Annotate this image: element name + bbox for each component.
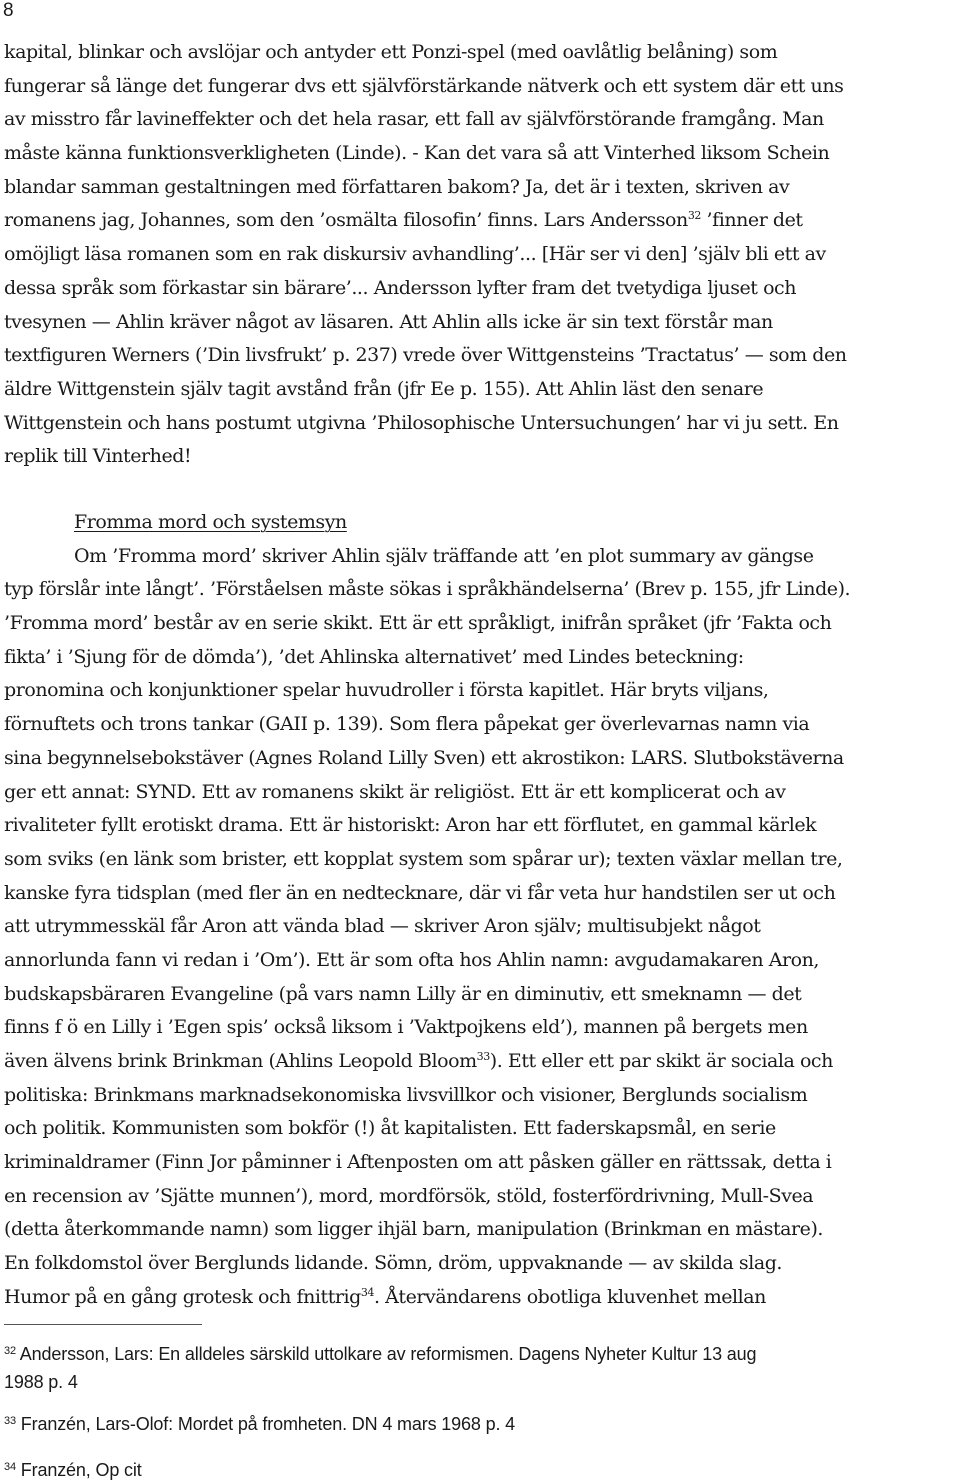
section-heading-text: Fromma mord och systemsyn bbox=[74, 511, 347, 533]
footnote-text: Andersson, Lars: En alldeles särskild uttolkare av reformismen. Dagens Nyheter Kultur 13 aug bbox=[15, 1344, 757, 1364]
text-line: kapital, blinkar och avslöjar och antyder ett Ponzi-spel (med oavlåtlig belåning) som bbox=[4, 41, 778, 63]
text-line: att utrymmesskäl får Aron att vända blad — skriver Aron själv; multisubjekt något bbox=[4, 915, 761, 938]
text-segment: romanens jag, Johannes, som den ’osmälta filosofin’ finns. Lars Andersson bbox=[4, 209, 688, 232]
text-line: rivaliteter fyllt erotiskt drama. Ett är historiskt: Aron har ett förflutet, en gammal kärlek bbox=[4, 814, 817, 837]
text-segment: ’finner det bbox=[700, 209, 803, 232]
footnote-32 bbox=[4, 1340, 954, 1396]
page-number: 8 bbox=[3, 0, 14, 21]
text-line: typ förslår inte långt’. ’Förståelsen måste sökas i språkhändelserna’ (Brev p. 155, jfr Linde). bbox=[4, 578, 851, 601]
footnote-text: Franzén, Lars-Olof: Mordet på fromheten. DN 4 mars 1968 p. 4 bbox=[15, 1414, 516, 1434]
text-line: dessa språk som förkastar sin bärare’... Andersson lyfter fram det tvetydiga ljuset och bbox=[4, 276, 797, 299]
footnote-separator bbox=[4, 1324, 202, 1325]
text-line: fikta’ i ’Sjung för de dömda’), ’det Ahlinska alternativet’ med Lindes beteckning: bbox=[4, 645, 744, 668]
text-line: blandar samman gestaltningen med författaren bakom? Ja, det är i texten, skriven av bbox=[4, 175, 790, 198]
text-segment: ). Ett eller ett par skikt är sociala och bbox=[489, 1050, 833, 1072]
text-line: av misstro får lavineffekter och det hela rasar, ett fall av självförstörande framgång. Man bbox=[4, 108, 824, 131]
text-line: fungerar så länge det fungerar dvs ett självförstärkande nätverk och ett system där ett uns bbox=[4, 74, 844, 97]
text-line bbox=[4, 1045, 960, 1079]
text-line: (detta återkommande namn) som ligger ihjäl barn, manipulation (Brinkman en mästare). bbox=[4, 1218, 823, 1241]
footnote-ref-33[interactable]: 33 bbox=[476, 1050, 490, 1063]
footnote-33 bbox=[4, 1410, 954, 1438]
text-line: ’Fromma mord’ består av en serie skikt. Ett är ett språkligt, inifrån språket (jfr ’Fakta och bbox=[4, 612, 832, 635]
text-line: politiska: Brinkmans marknadsekonomiska livsvillkor och visioner, Berglunds socialism bbox=[4, 1083, 808, 1106]
body-paragraph bbox=[4, 36, 960, 474]
text-line: som sviks (en länk som brister, ett kopplat system som spårar ur); texten växlar mellan tre, bbox=[4, 847, 843, 870]
text-segment: Humor på en gång grotesk och fnittrig bbox=[4, 1285, 361, 1308]
text-line: och politik. Kommunisten som bokför (!) åt kapitalisten. Ett faderskapsmål, en serie bbox=[4, 1117, 776, 1140]
text-line: kanske fyra tidsplan (med fler än en nedtecknare, där vi får veta hur handstilen ser ut och bbox=[4, 881, 836, 904]
text-line bbox=[4, 1281, 960, 1315]
footnote-ref-34[interactable]: 34 bbox=[360, 1285, 374, 1299]
text-segment: även älvens brink Brinkman (Ahlins Leopold Bloom bbox=[4, 1050, 477, 1072]
footnote-number: 34 bbox=[4, 1461, 16, 1473]
text-line: annorlunda fann vi redan i ’Om’). Ett är som ofta hos Ahlin namn: avgudamakaren Aron, bbox=[4, 948, 819, 971]
text-line: budskapsbäraren Evangeline (på vars namn Lilly är en diminutiv, ett smeknamn — det bbox=[4, 982, 802, 1005]
footnote-number: 33 bbox=[4, 1415, 16, 1427]
text-line: Wittgenstein och hans postumt utgivna ’Philosophische Untersuchungen’ har vi ju sett. En bbox=[4, 411, 839, 434]
text-line: en recension av ’Sjätte munnen’), mord, mordförsök, stöld, fosterfördrivning, Mull-Svea bbox=[4, 1184, 814, 1207]
text-line: sina begynnelsebokstäver (Agnes Roland Lilly Sven) ett akrostikon: LARS. Slutbokstäverna bbox=[4, 746, 844, 769]
text-line: tvesynen — Ahlin kräver något av läsaren. Att Ahlin alls icke är sin text förstår man bbox=[4, 310, 773, 333]
section-fromma-mord bbox=[4, 506, 960, 1315]
text-line: kriminaldramer (Finn Jor påminner i Aftenposten om att påsken gäller en rättssak, detta i bbox=[4, 1151, 832, 1174]
text-line bbox=[4, 204, 960, 238]
text-line: måste känna funktionsverkligheten (Linde). - Kan det vara så att Vinterhed liksom Schein bbox=[4, 142, 830, 165]
text-line: ger ett annat: SYND. Ett av romanens skikt är religiöst. Ett är ett komplicerat och av bbox=[4, 780, 786, 803]
text-line: Om ’Fromma mord’ skriver Ahlin själv träffande att ’en plot summary av gängse bbox=[74, 544, 814, 567]
text-line: omöjligt läsa romanen som en rak diskursiv avhandling’... [Här ser vi den] ’själv bli ett av bbox=[4, 243, 826, 266]
text-line: äldre Wittgenstein själv tagit avstånd från (jfr Ee p. 155). Att Ahlin läst den senare bbox=[4, 377, 764, 400]
footnote-text: 1988 p. 4 bbox=[4, 1372, 78, 1392]
text-line: pronomina och konjunktioner spelar huvudroller i första kapitlet. Här bryts viljans, bbox=[4, 679, 769, 702]
text-line: En folkdomstol över Berglunds lidande. Sömn, dröm, uppvaknande — av skilda slag. bbox=[4, 1252, 783, 1275]
text-segment: . Återvändarens obotliga kluvenhet mellan bbox=[373, 1285, 766, 1308]
text-line: finns f ö en Lilly i ’Egen spis’ också liksom i ’Vaktpojkens eld’), mannen på bergets men bbox=[4, 1016, 808, 1039]
footnote-34 bbox=[4, 1456, 954, 1484]
text-line: replik till Vinterhed! bbox=[4, 445, 192, 468]
footnote-text: Franzén, Op cit bbox=[15, 1460, 142, 1480]
footnote-number: 32 bbox=[4, 1345, 16, 1357]
footnote-ref-32[interactable]: 32 bbox=[687, 209, 701, 223]
text-line: textfiguren Werners (’Din livsfrukt’ p. 237) vrede över Wittgensteins ’Tractatus’ — som den bbox=[4, 344, 847, 367]
text-line: förnuftets och trons tankar (GAII p. 139). Som flera påpekat ger överlevarnas namn via bbox=[4, 713, 810, 736]
section-heading bbox=[4, 506, 960, 540]
